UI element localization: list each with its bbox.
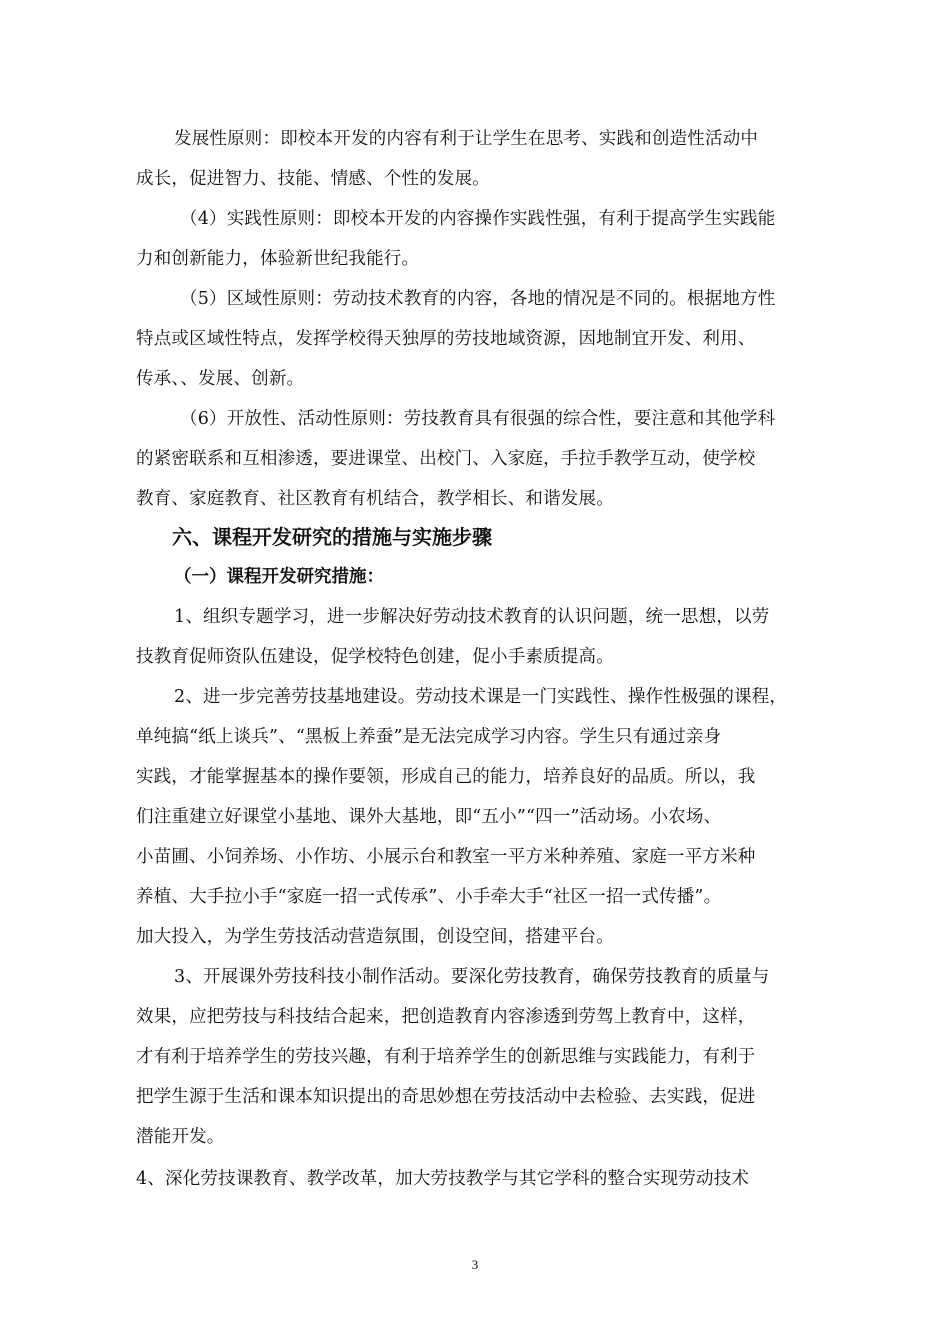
paragraph-line: 3、开展课外劳技科技小制作活动。要深化劳技教育，确保劳技教育的质量与 bbox=[174, 967, 770, 987]
paragraph-line: 发展性原则：即校本开发的内容有利于让学生在思考、实践和创造性活动中 bbox=[174, 129, 759, 149]
paragraph-line: 潜能开发。 bbox=[136, 1127, 225, 1147]
paragraph-line: 教育、家庭教育、社区教育有机结合，教学相长、和谐发展。 bbox=[136, 489, 614, 509]
paragraph-line: 实践，才能掌握基本的操作要领，形成自己的能力，培养良好的品质。所以，我 bbox=[136, 767, 756, 787]
paragraph-line: 效果，应把劳技与科技结合起来，把创造教育内容渗透到劳驾上教育中，这样， bbox=[136, 1007, 756, 1027]
paragraph-line: 技教育促师资队伍建设，促学校特色创建，促小手素质提高。 bbox=[136, 647, 614, 667]
paragraph-line: 的紧密联系和互相渗透，要进课堂、出校门、入家庭，手拉手教学互动，使学校 bbox=[136, 449, 756, 469]
paragraph-line: 1、组织专题学习，进一步解决好劳动技术教育的认识问题，统一思想，以劳 bbox=[174, 607, 770, 627]
paragraph-line: 养植、大手拉小手“家庭一招一式传承”、小手牵大手“社区一招一式传播”。 bbox=[136, 887, 722, 907]
paragraph-line: 4、深化劳技课教育、教学改革，加大劳技教学与其它学科的整合实现劳动技术 bbox=[136, 1169, 750, 1189]
page-number: 3 bbox=[471, 1257, 479, 1272]
paragraph-line: 加大投入，为学生劳技活动营造氛围，创设空间，搭建平台。 bbox=[136, 927, 614, 947]
paragraph-line: （6）开放性、活动性原则：劳技教育具有很强的综合性，要注意和其他学科 bbox=[180, 409, 776, 429]
paragraph-line: （5）区域性原则：劳动技术教育的内容，各地的情况是不同的。根据地方性 bbox=[180, 289, 776, 309]
section-heading: 六、课程开发研究的措施与实施步骤 bbox=[172, 525, 492, 549]
paragraph-line: 成长，促进智力、技能、情感、个性的发展。 bbox=[136, 169, 490, 189]
paragraph-line: 们注重建立好课堂小基地、课外大基地，即“五小”“四一”活动场。小农场、 bbox=[136, 807, 722, 827]
paragraph-line: 特点或区域性特点，发挥学校得天独厚的劳技地域资源，因地制宜开发、利用、 bbox=[136, 329, 756, 349]
paragraph-line: （4）实践性原则：即校本开发的内容操作实践性强，有利于提高学生实践能 bbox=[180, 209, 776, 229]
paragraph-line: 才有利于培养学生的劳技兴趣，有利于培养学生的创新思维与实践能力，有利于 bbox=[136, 1047, 756, 1067]
paragraph-line: 传承、、发展、创新。 bbox=[136, 369, 305, 389]
sub-heading: （一）课程开发研究措施： bbox=[174, 567, 384, 587]
paragraph-line: 2、进一步完善劳技基地建设。劳动技术课是一门实践性、操作性极强的课程， bbox=[174, 687, 788, 707]
paragraph-line: 把学生源于生活和课本知识提出的奇思妙想在劳技活动中去检验、去实践，促进 bbox=[136, 1087, 756, 1107]
paragraph-line: 单纯搞“纸上谈兵”、“黑板上养蚕”是无法完成学习内容。学生只有通过亲身 bbox=[136, 727, 722, 747]
paragraph-line: 小苗圃、小饲养场、小作坊、小展示台和教室一平方米种养殖、家庭一平方米种 bbox=[136, 847, 756, 867]
paragraph-line: 力和创新能力，体验新世纪我能行。 bbox=[136, 249, 420, 269]
